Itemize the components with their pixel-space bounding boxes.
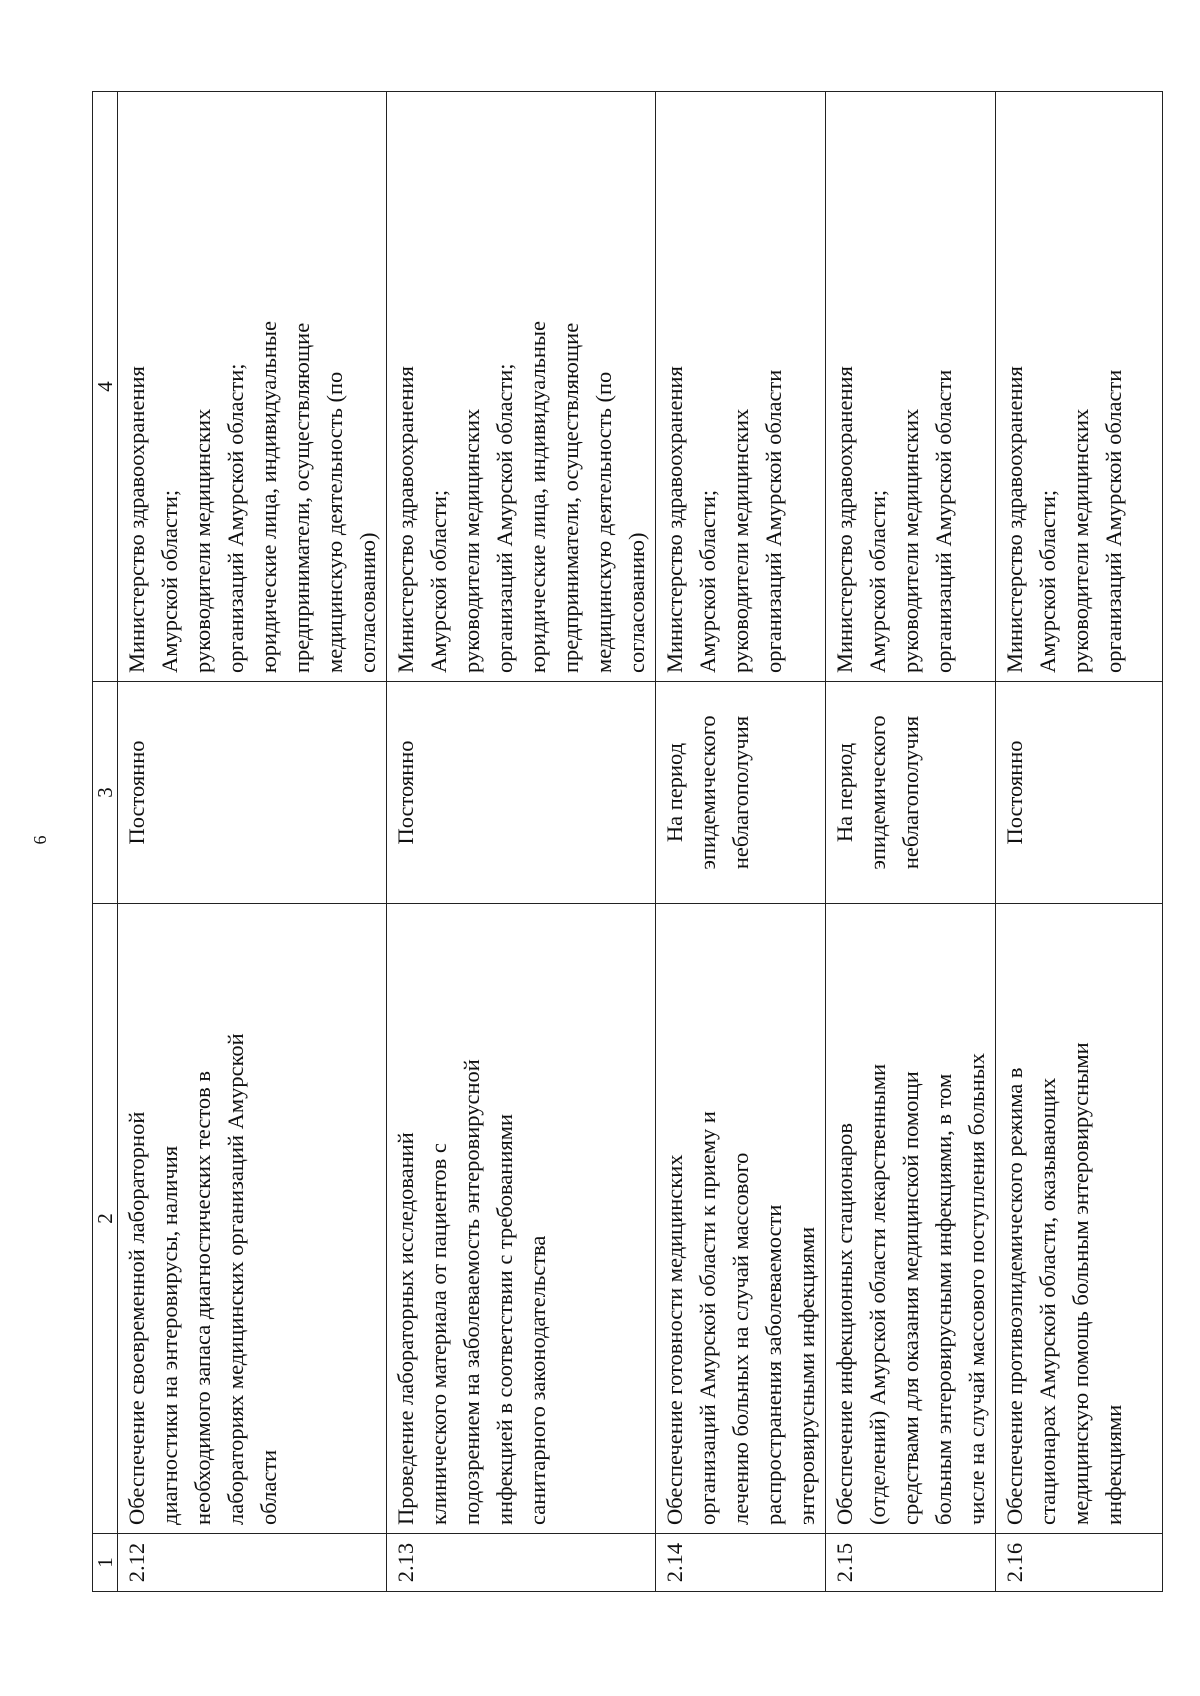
period-text: Постоянно — [118, 682, 387, 904]
rotated-page — [30, 92, 1126, 1592]
period-text: На период эпидемического неблагополучия — [826, 682, 996, 904]
period-text: На период эпидемического неблагополучия — [656, 682, 826, 904]
executors-text: Министерство здравоохранения Амурской области; руководители медицинских организаций Амурской области; юридические лица, индивидуальные предприниматели, осуществляющие медицинскую деятельность (по согласованию) — [118, 92, 387, 682]
measure-text: Обеспечение инфекционных стационаров (отделений) Амурской области лекарственными средствами для оказания медицинской помощи больным энтеровирусными инфекциями, в том числе на случай массового поступления больных — [826, 904, 996, 1534]
row-number: 2.15 — [826, 1534, 996, 1592]
period-text: Постоянно — [996, 682, 1163, 904]
executors-text: Министерство здравоохранения Амурской области; руководители медицинских организаций Амурской области — [996, 92, 1163, 682]
executors-text: Министерство здравоохранения Амурской области; руководители медицинских организаций Амурской области — [656, 92, 826, 682]
row-number: 2.14 — [656, 1534, 826, 1592]
measure-text: Обеспечение готовности медицинских организаций Амурской области к приему и лечению больных на случай массового распространения заболеваемости энтеровирусными инфекциями — [656, 904, 826, 1534]
header-col-1: 1 — [93, 1534, 118, 1592]
measures-table — [92, 91, 1163, 1592]
table-header-row — [93, 92, 118, 1592]
row-number: 2.12 — [118, 1534, 387, 1592]
period-text: Постоянно — [387, 682, 656, 904]
executors-text: Министерство здравоохранения Амурской области; руководители медицинских организаций Амурской области — [826, 92, 996, 682]
executors-text: Министерство здравоохранения Амурской области; руководители медицинских организаций Амурской области; юридические лица, индивидуальные предприниматели, осуществляющие медицинскую деятельность (по согласованию) — [387, 92, 656, 682]
header-col-4: 4 — [93, 92, 118, 682]
table-row — [826, 92, 996, 1592]
page-number: 6 — [30, 835, 50, 845]
measure-text: Обеспечение своевременной лабораторной диагностики на энтеровирусы, наличия необходимого запаса диагностических тестов в лабораториях медицинских организаций Амурской области — [118, 904, 387, 1534]
row-number: 2.16 — [996, 1534, 1163, 1592]
measure-text: Проведение лабораторных исследований клинического материала от пациентов с подозрением на заболеваемость энтеровирусной инфекцией в соответствии с требованиями санитарного законодательства — [387, 904, 656, 1534]
header-col-2: 2 — [93, 904, 118, 1534]
row-number: 2.13 — [387, 1534, 656, 1592]
header-col-3: 3 — [93, 682, 118, 904]
table-row — [656, 92, 826, 1592]
table-row — [996, 92, 1163, 1592]
table-row — [387, 92, 656, 1592]
measure-text: Обеспечение противоэпидемического режима в стационарах Амурской области, оказывающих медицинскую помощь больным энтеровирусными инфекциями — [996, 904, 1163, 1534]
table-row — [118, 92, 387, 1592]
